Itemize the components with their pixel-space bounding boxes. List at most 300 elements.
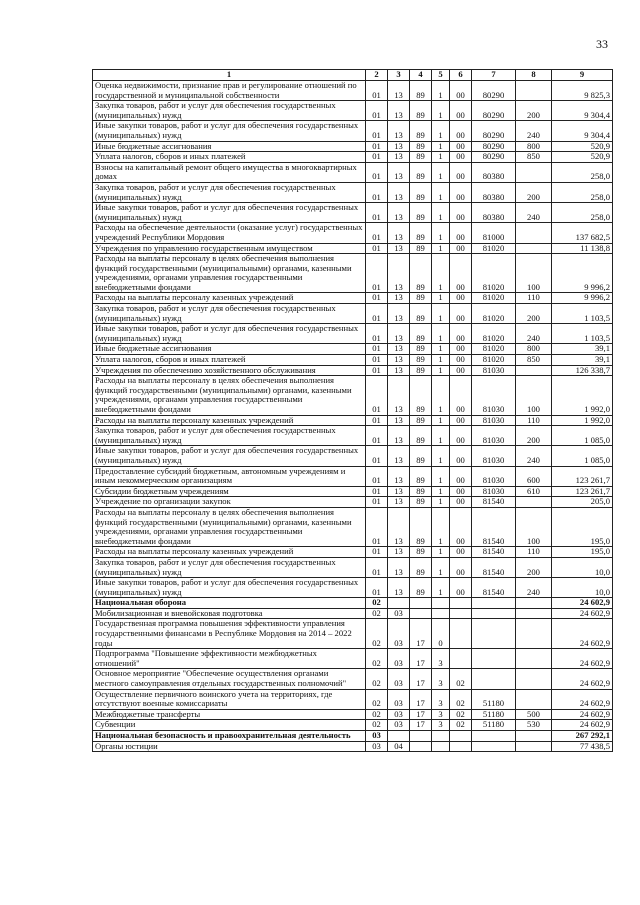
activity-cell: [450, 598, 472, 609]
direction-cell: 81030: [472, 365, 516, 376]
row-name-cell: Основное мероприятие "Обеспечение осуществления органами местного самоуправления отдельных государственных полномочий": [93, 669, 366, 689]
subsection-cell: 03: [388, 720, 410, 731]
table-row: [93, 466, 613, 486]
expense-type-cell: 200: [516, 557, 552, 577]
activity-cell: 00: [450, 415, 472, 426]
subsection-cell: 13: [388, 304, 410, 324]
row-name-cell: Субвенции: [93, 720, 366, 731]
subsection-cell: 03: [388, 608, 410, 619]
subsection-cell: 03: [388, 649, 410, 669]
subsection-cell: 04: [388, 741, 410, 752]
direction-cell: [472, 649, 516, 669]
section-cell: 02: [366, 689, 388, 709]
section-cell: 01: [366, 365, 388, 376]
row-name-cell: Учреждения по управлению государственным имуществом: [93, 243, 366, 254]
row-name-cell: Расходы на выплаты персоналу в целях обеспечения выполнения функций государственными (муниципальными) органами, казенными учреждениями, органами управления государственными внебюджетными фондами: [93, 507, 366, 546]
amount-cell: 1 992,0: [552, 415, 613, 426]
subsection-cell: 13: [388, 141, 410, 152]
table-row: [93, 446, 613, 466]
subprogram-cell: 1: [432, 162, 450, 182]
expense-type-cell: 100: [516, 507, 552, 546]
activity-cell: 00: [450, 121, 472, 141]
section-cell: 01: [366, 162, 388, 182]
program-cell: 89: [410, 466, 432, 486]
program-cell: 17: [410, 649, 432, 669]
subprogram-cell: 3: [432, 669, 450, 689]
table-row: [93, 304, 613, 324]
section-cell: 02: [366, 598, 388, 609]
section-cell: 01: [366, 547, 388, 558]
subsection-cell: 13: [388, 578, 410, 598]
column-header: 8: [516, 70, 552, 81]
direction-cell: 51180: [472, 709, 516, 720]
direction-cell: 81020: [472, 254, 516, 293]
direction-cell: 81030: [472, 486, 516, 497]
subprogram-cell: 1: [432, 376, 450, 415]
expense-type-cell: [516, 243, 552, 254]
column-header: 1: [93, 70, 366, 81]
subsection-cell: 13: [388, 182, 410, 202]
subsection-cell: 13: [388, 101, 410, 121]
expense-type-cell: [516, 649, 552, 669]
amount-cell: 137 682,5: [552, 223, 613, 243]
activity-cell: 00: [450, 141, 472, 152]
row-name-cell: Подпрограмма "Повышение эффективности межбюджетных отношений": [93, 649, 366, 669]
subprogram-cell: 1: [432, 182, 450, 202]
amount-cell: 10,0: [552, 578, 613, 598]
section-cell: 01: [366, 254, 388, 293]
amount-cell: 24 602,9: [552, 669, 613, 689]
table-row: [93, 547, 613, 558]
program-cell: 89: [410, 507, 432, 546]
expense-type-cell: [516, 223, 552, 243]
direction-cell: 81020: [472, 293, 516, 304]
section-cell: 01: [366, 81, 388, 101]
expense-type-cell: [516, 162, 552, 182]
amount-cell: 1 103,5: [552, 304, 613, 324]
table-row: [93, 182, 613, 202]
program-cell: 89: [410, 415, 432, 426]
section-cell: 01: [366, 324, 388, 344]
amount-cell: 24 602,9: [552, 649, 613, 669]
subsection-cell: 13: [388, 243, 410, 254]
table-row: [93, 720, 613, 731]
subprogram-cell: 1: [432, 466, 450, 486]
activity-cell: 00: [450, 324, 472, 344]
direction-cell: 81020: [472, 344, 516, 355]
section-cell: 01: [366, 446, 388, 466]
amount-cell: 10,0: [552, 557, 613, 577]
program-cell: 89: [410, 365, 432, 376]
amount-cell: 39,1: [552, 355, 613, 366]
activity-cell: 00: [450, 547, 472, 558]
subprogram-cell: 3: [432, 709, 450, 720]
table-row: [93, 598, 613, 609]
expense-type-cell: 200: [516, 304, 552, 324]
subprogram-cell: 0: [432, 619, 450, 649]
activity-cell: 00: [450, 81, 472, 101]
program-cell: 89: [410, 162, 432, 182]
section-cell: 01: [366, 376, 388, 415]
section-cell: 01: [366, 415, 388, 426]
section-cell: 01: [366, 121, 388, 141]
section-cell: 02: [366, 669, 388, 689]
expense-type-cell: 850: [516, 152, 552, 163]
column-header: 2: [366, 70, 388, 81]
activity-cell: 00: [450, 355, 472, 366]
row-name-cell: Закупка товаров, работ и услуг для обеспечения государственных (муниципальных) нужд: [93, 426, 366, 446]
subsection-cell: 13: [388, 426, 410, 446]
direction-cell: 81020: [472, 304, 516, 324]
amount-cell: 195,0: [552, 547, 613, 558]
row-name-cell: Предоставление субсидий бюджетным, автономным учреждениям и иным некоммерческим организациям: [93, 466, 366, 486]
subprogram-cell: 1: [432, 547, 450, 558]
program-cell: 89: [410, 141, 432, 152]
amount-cell: 9 825,3: [552, 81, 613, 101]
section-cell: 02: [366, 649, 388, 669]
expense-type-cell: 200: [516, 426, 552, 446]
section-cell: 03: [366, 731, 388, 742]
table-row: [93, 344, 613, 355]
section-cell: 01: [366, 152, 388, 163]
activity-cell: 00: [450, 507, 472, 546]
subsection-cell: 13: [388, 415, 410, 426]
activity-cell: 00: [450, 182, 472, 202]
activity-cell: 00: [450, 162, 472, 182]
table-row: [93, 731, 613, 742]
table-row: [93, 619, 613, 649]
amount-cell: 24 602,9: [552, 720, 613, 731]
expense-type-cell: [516, 598, 552, 609]
row-name-cell: Государственная программа повышения эффективности управления государственными финансами в Республике Мордовия на 2014 – 2022 годы: [93, 619, 366, 649]
row-name-cell: Расходы на обеспечение деятельности (оказание услуг) государственных учреждений Республики Мордовия: [93, 223, 366, 243]
subprogram-cell: 1: [432, 324, 450, 344]
row-name-cell: Иные закупки товаров, работ и услуг для обеспечения государственных (муниципальных) нужд: [93, 446, 366, 466]
subprogram-cell: [432, 731, 450, 742]
subprogram-cell: [432, 608, 450, 619]
direction-cell: 81030: [472, 446, 516, 466]
table-row: [93, 497, 613, 508]
column-header: 7: [472, 70, 516, 81]
column-header: 3: [388, 70, 410, 81]
subprogram-cell: 1: [432, 254, 450, 293]
direction-cell: 80290: [472, 152, 516, 163]
program-cell: 89: [410, 355, 432, 366]
subprogram-cell: [432, 598, 450, 609]
row-name-cell: Взносы на капитальный ремонт общего имущества в многоквартирных домах: [93, 162, 366, 182]
program-cell: 89: [410, 223, 432, 243]
activity-cell: 00: [450, 557, 472, 577]
direction-cell: [472, 598, 516, 609]
subprogram-cell: 1: [432, 507, 450, 546]
subprogram-cell: 1: [432, 101, 450, 121]
section-cell: 01: [366, 293, 388, 304]
program-cell: 89: [410, 152, 432, 163]
row-name-cell: Уплата налогов, сборов и иных платежей: [93, 152, 366, 163]
amount-cell: 123 261,7: [552, 466, 613, 486]
subprogram-cell: 1: [432, 557, 450, 577]
expense-type-cell: [516, 497, 552, 508]
program-cell: 89: [410, 243, 432, 254]
section-cell: 02: [366, 720, 388, 731]
program-cell: 89: [410, 324, 432, 344]
amount-cell: 195,0: [552, 507, 613, 546]
program-cell: 89: [410, 578, 432, 598]
activity-cell: 00: [450, 497, 472, 508]
amount-cell: 11 138,8: [552, 243, 613, 254]
expense-type-cell: 240: [516, 578, 552, 598]
expense-type-cell: 110: [516, 415, 552, 426]
row-name-cell: Национальная оборона: [93, 598, 366, 609]
row-name-cell: Органы юстиции: [93, 741, 366, 752]
row-name-cell: Закупка товаров, работ и услуг для обеспечения государственных (муниципальных) нужд: [93, 304, 366, 324]
row-name-cell: Мобилизационная и вневойсковая подготовка: [93, 608, 366, 619]
direction-cell: [472, 731, 516, 742]
direction-cell: 51180: [472, 689, 516, 709]
expense-type-cell: 610: [516, 486, 552, 497]
subprogram-cell: 3: [432, 689, 450, 709]
expense-type-cell: 110: [516, 293, 552, 304]
table-row: [93, 365, 613, 376]
direction-cell: 80380: [472, 203, 516, 223]
program-cell: 89: [410, 254, 432, 293]
table-row: [93, 243, 613, 254]
section-cell: 01: [366, 426, 388, 446]
expense-type-cell: 200: [516, 182, 552, 202]
subsection-cell: 13: [388, 344, 410, 355]
subprogram-cell: 1: [432, 152, 450, 163]
budget-table: [92, 69, 613, 752]
direction-cell: 51180: [472, 720, 516, 731]
direction-cell: 81020: [472, 324, 516, 344]
row-name-cell: Расходы на выплаты персоналу казенных учреждений: [93, 415, 366, 426]
amount-cell: 9 304,4: [552, 121, 613, 141]
row-name-cell: Иные закупки товаров, работ и услуг для обеспечения государственных (муниципальных) нужд: [93, 578, 366, 598]
row-name-cell: Иные закупки товаров, работ и услуг для обеспечения государственных (муниципальных) нужд: [93, 203, 366, 223]
table-row: [93, 741, 613, 752]
subsection-cell: 13: [388, 507, 410, 546]
column-header: 5: [432, 70, 450, 81]
direction-cell: [472, 741, 516, 752]
section-cell: 03: [366, 741, 388, 752]
row-name-cell: Учреждение по организации закупок: [93, 497, 366, 508]
subsection-cell: 13: [388, 203, 410, 223]
expense-type-cell: 110: [516, 547, 552, 558]
subsection-cell: 13: [388, 466, 410, 486]
expense-type-cell: [516, 81, 552, 101]
table-row: [93, 162, 613, 182]
activity-cell: 00: [450, 466, 472, 486]
table-row: [93, 689, 613, 709]
section-cell: 01: [366, 223, 388, 243]
activity-cell: [450, 649, 472, 669]
table-row: [93, 426, 613, 446]
subprogram-cell: 1: [432, 141, 450, 152]
program-cell: [410, 731, 432, 742]
direction-cell: 81020: [472, 355, 516, 366]
row-name-cell: Расходы на выплаты персоналу казенных учреждений: [93, 547, 366, 558]
direction-cell: 81030: [472, 426, 516, 446]
section-cell: 01: [366, 486, 388, 497]
subsection-cell: 13: [388, 162, 410, 182]
amount-cell: 24 602,9: [552, 709, 613, 720]
table-row: [93, 254, 613, 293]
subsection-cell: 13: [388, 547, 410, 558]
activity-cell: 00: [450, 486, 472, 497]
program-cell: 17: [410, 689, 432, 709]
activity-cell: 00: [450, 578, 472, 598]
program-cell: 89: [410, 182, 432, 202]
subprogram-cell: 1: [432, 223, 450, 243]
direction-cell: 81020: [472, 243, 516, 254]
activity-cell: 00: [450, 243, 472, 254]
section-cell: 01: [366, 344, 388, 355]
section-cell: 01: [366, 182, 388, 202]
program-cell: 17: [410, 669, 432, 689]
section-cell: 01: [366, 141, 388, 152]
subprogram-cell: 1: [432, 446, 450, 466]
expense-type-cell: 800: [516, 344, 552, 355]
page-number: 33: [596, 37, 608, 51]
expense-type-cell: 200: [516, 101, 552, 121]
table-row: [93, 669, 613, 689]
amount-cell: 267 292,1: [552, 731, 613, 742]
subprogram-cell: 1: [432, 486, 450, 497]
amount-cell: 205,0: [552, 497, 613, 508]
amount-cell: 258,0: [552, 182, 613, 202]
expense-type-cell: [516, 731, 552, 742]
table-row: [93, 557, 613, 577]
activity-cell: 02: [450, 689, 472, 709]
section-cell: 01: [366, 497, 388, 508]
expense-type-cell: [516, 608, 552, 619]
table-row: [93, 376, 613, 415]
activity-cell: [450, 741, 472, 752]
subprogram-cell: 1: [432, 344, 450, 355]
row-name-cell: Иные закупки товаров, работ и услуг для обеспечения государственных (муниципальных) нужд: [93, 121, 366, 141]
section-cell: 02: [366, 709, 388, 720]
amount-cell: 9 304,4: [552, 101, 613, 121]
direction-cell: 81540: [472, 497, 516, 508]
subprogram-cell: 1: [432, 426, 450, 446]
subsection-cell: [388, 598, 410, 609]
row-name-cell: Закупка товаров, работ и услуг для обеспечения государственных (муниципальных) нужд: [93, 557, 366, 577]
section-cell: 01: [366, 243, 388, 254]
direction-cell: [472, 669, 516, 689]
section-cell: 01: [366, 304, 388, 324]
program-cell: 89: [410, 203, 432, 223]
section-cell: 01: [366, 578, 388, 598]
section-cell: 01: [366, 355, 388, 366]
amount-cell: 1 085,0: [552, 426, 613, 446]
row-name-cell: Закупка товаров, работ и услуг для обеспечения государственных (муниципальных) нужд: [93, 101, 366, 121]
subsection-cell: 13: [388, 376, 410, 415]
subsection-cell: 13: [388, 324, 410, 344]
table-row: [93, 121, 613, 141]
expense-type-cell: [516, 741, 552, 752]
expense-type-cell: [516, 619, 552, 649]
section-cell: 01: [366, 466, 388, 486]
table-row: [93, 203, 613, 223]
subprogram-cell: 1: [432, 497, 450, 508]
table-row: [93, 223, 613, 243]
direction-cell: 81540: [472, 578, 516, 598]
subsection-cell: 03: [388, 669, 410, 689]
activity-cell: 00: [450, 376, 472, 415]
program-cell: 89: [410, 446, 432, 466]
subprogram-cell: 1: [432, 293, 450, 304]
table-row: [93, 293, 613, 304]
subsection-cell: 13: [388, 486, 410, 497]
expense-type-cell: [516, 669, 552, 689]
table-row: [93, 81, 613, 101]
expense-type-cell: 500: [516, 709, 552, 720]
row-name-cell: Закупка товаров, работ и услуг для обеспечения государственных (муниципальных) нужд: [93, 182, 366, 202]
row-name-cell: Расходы на выплаты персоналу в целях обеспечения выполнения функций государственными (муниципальными) органами, казенными учреждениями, органами управления государственными внебюджетными фондами: [93, 376, 366, 415]
section-cell: 01: [366, 203, 388, 223]
amount-cell: 1 103,5: [552, 324, 613, 344]
direction-cell: [472, 608, 516, 619]
subsection-cell: 13: [388, 557, 410, 577]
amount-cell: 1 085,0: [552, 446, 613, 466]
direction-cell: 80380: [472, 182, 516, 202]
activity-cell: 00: [450, 203, 472, 223]
activity-cell: 00: [450, 304, 472, 324]
program-cell: 17: [410, 720, 432, 731]
program-cell: [410, 608, 432, 619]
subsection-cell: 13: [388, 355, 410, 366]
subprogram-cell: 3: [432, 720, 450, 731]
subsection-cell: 13: [388, 81, 410, 101]
table-row: [93, 355, 613, 366]
subprogram-cell: 1: [432, 365, 450, 376]
amount-cell: 258,0: [552, 203, 613, 223]
table-row: [93, 709, 613, 720]
table-row: [93, 578, 613, 598]
amount-cell: 24 602,9: [552, 608, 613, 619]
activity-cell: 00: [450, 101, 472, 121]
activity-cell: 00: [450, 365, 472, 376]
section-cell: 02: [366, 619, 388, 649]
row-name-cell: Национальная безопасность и правоохранительная деятельность: [93, 731, 366, 742]
program-cell: 89: [410, 344, 432, 355]
amount-cell: 520,9: [552, 141, 613, 152]
program-cell: 89: [410, 376, 432, 415]
row-name-cell: Иные бюджетные ассигнования: [93, 141, 366, 152]
program-cell: 89: [410, 101, 432, 121]
expense-type-cell: 240: [516, 121, 552, 141]
row-name-cell: Расходы на выплаты персоналу казенных учреждений: [93, 293, 366, 304]
table-row: [93, 415, 613, 426]
program-cell: [410, 741, 432, 752]
amount-cell: 258,0: [552, 162, 613, 182]
subprogram-cell: [432, 741, 450, 752]
program-cell: 89: [410, 121, 432, 141]
row-name-cell: Учреждения по обеспечению хозяйственного обслуживания: [93, 365, 366, 376]
header-row: [93, 70, 613, 81]
expense-type-cell: 530: [516, 720, 552, 731]
section-cell: 02: [366, 608, 388, 619]
amount-cell: 24 602,9: [552, 689, 613, 709]
expense-type-cell: 850: [516, 355, 552, 366]
section-cell: 01: [366, 507, 388, 546]
direction-cell: 81540: [472, 547, 516, 558]
subprogram-cell: 1: [432, 578, 450, 598]
table-row: [93, 507, 613, 546]
expense-type-cell: [516, 689, 552, 709]
amount-cell: 24 602,9: [552, 598, 613, 609]
subsection-cell: 13: [388, 121, 410, 141]
